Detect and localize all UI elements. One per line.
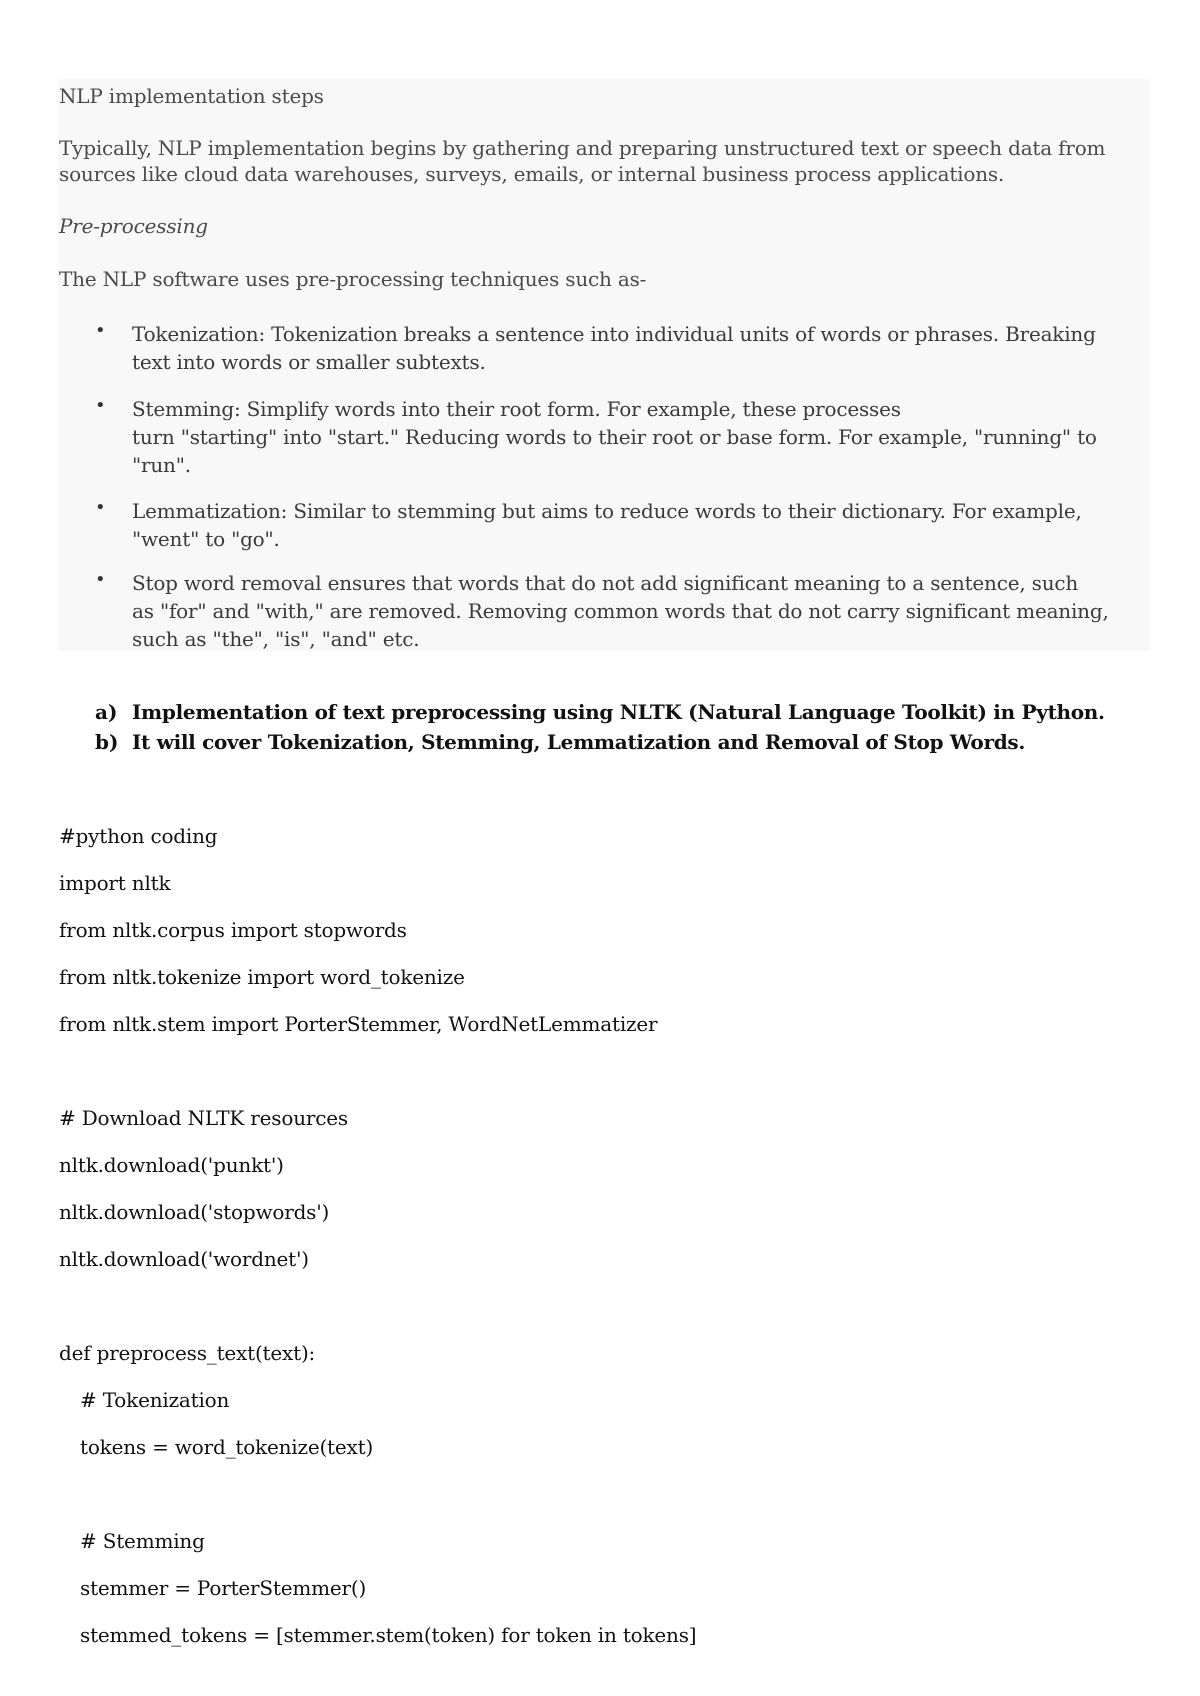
bullet-marker: •	[95, 395, 106, 416]
code-line: stemmed_tokens = [stemmer.stem(token) for token in tokens]	[80, 1623, 697, 1647]
bullet-line: Stop word removal ensures that words that do not add significant meaning to a sentence, such	[132, 571, 1079, 595]
code-line: #python coding	[59, 824, 218, 848]
section-heading: NLP implementation steps	[59, 84, 324, 108]
code-line: # Tokenization	[80, 1388, 230, 1412]
code-line: # Download NLTK resources	[59, 1106, 348, 1130]
bullet-line: "went" to "go".	[132, 527, 280, 551]
list-label-b: b)	[95, 730, 119, 754]
bullet-item-stemming	[132, 395, 1142, 479]
bullet-line: Tokenization: Tokenization breaks a sentence into individual units of words or phrases. Breaking	[132, 322, 1096, 346]
techniques-intro: The NLP software uses pre-processing techniques such as-	[59, 267, 647, 291]
code-line: from nltk.corpus import stopwords	[59, 918, 407, 942]
list-label-a: a)	[95, 700, 118, 724]
code-line: from nltk.tokenize import word_tokenize	[59, 965, 465, 989]
code-line: nltk.download('wordnet')	[59, 1247, 309, 1271]
bullet-marker: •	[95, 320, 106, 341]
bullet-item-stop-word-removal	[132, 569, 1142, 653]
list-item-b: It will cover Tokenization, Stemming, Lemmatization and Removal of Stop Words.	[132, 730, 1026, 754]
list-item-a: Implementation of text preprocessing using NLTK (Natural Language Toolkit) in Python.	[132, 700, 1105, 724]
bullet-item-tokenization	[132, 320, 1142, 376]
subheading: Pre-processing	[59, 214, 208, 238]
bullet-line: as "for" and "with," are removed. Removing common words that do not carry significant meaning,	[132, 599, 1109, 623]
intro-line-1: Typically, NLP implementation begins by gathering and preparing unstructured text or speech data from	[59, 136, 1106, 160]
code-line: from nltk.stem import PorterStemmer, WordNetLemmatizer	[59, 1012, 658, 1036]
code-line: nltk.download('punkt')	[59, 1153, 284, 1177]
bullet-line: turn "starting" into "start." Reducing words to their root or base form. For example, "running" to	[132, 425, 1097, 449]
code-line: # Stemming	[80, 1529, 205, 1553]
bullet-marker: •	[95, 569, 106, 590]
bullet-line: "run".	[132, 453, 191, 477]
code-line: tokens = word_tokenize(text)	[80, 1435, 374, 1459]
bullet-line: text into words or smaller subtexts.	[132, 350, 486, 374]
intro-line-2: sources like cloud data warehouses, surveys, emails, or internal business process applications.	[59, 162, 1005, 186]
code-line: stemmer = PorterStemmer()	[80, 1576, 367, 1600]
code-line: nltk.download('stopwords')	[59, 1200, 330, 1224]
bullet-item-lemmatization	[132, 497, 1142, 553]
bullet-line: such as "the", "is", "and" etc.	[132, 627, 420, 651]
code-line: import nltk	[59, 871, 171, 895]
bullet-line: Stemming: Simplify words into their root form. For example, these processes	[132, 397, 901, 421]
bullet-line: Lemmatization: Similar to stemming but aims to reduce words to their dictionary. For example,	[132, 499, 1082, 523]
code-line: def preprocess_text(text):	[59, 1341, 316, 1365]
bullet-marker: •	[95, 497, 106, 518]
